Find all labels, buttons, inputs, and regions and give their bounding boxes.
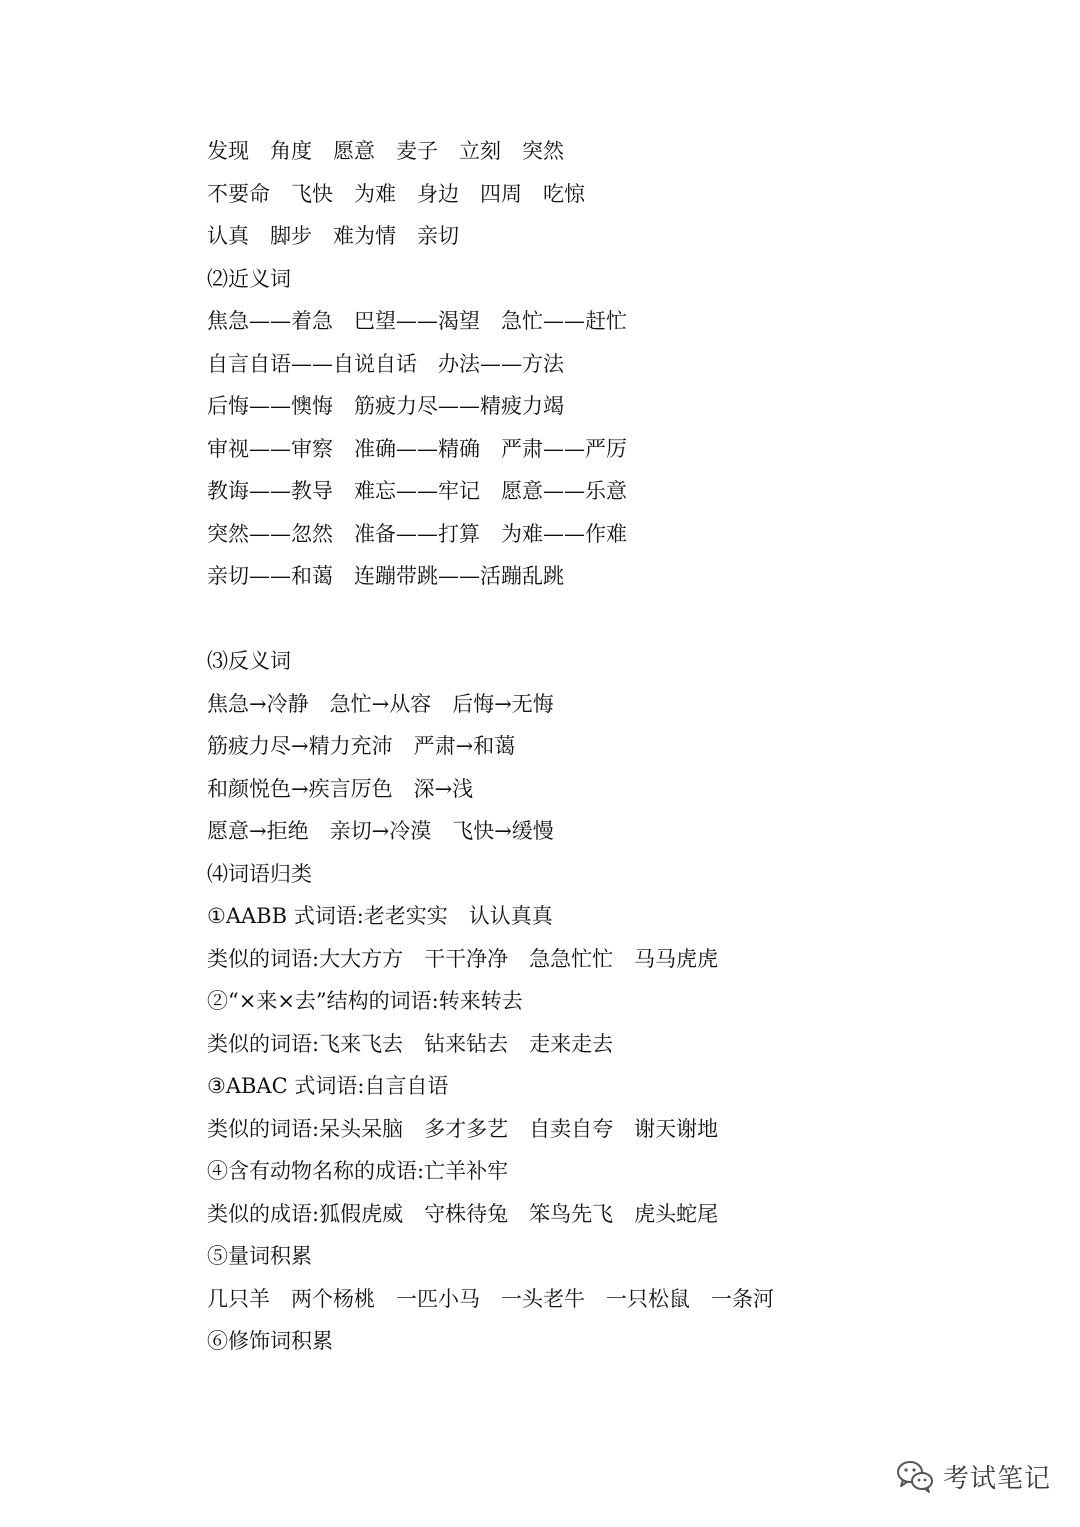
text-line: 类似的词语:飞来飞去 钻来钻去 走来走去 — [207, 1031, 614, 1056]
watermark — [895, 1452, 1051, 1500]
watermark-text: 考试笔记 — [943, 1463, 1052, 1494]
text-line: 类似的词语:呆头呆脑 多才多艺 自卖自夸 谢天谢地 — [207, 1116, 719, 1141]
text-line: 和颜悦色→疾言厉色 深→浅 — [207, 776, 474, 801]
text-line: ①AABB 式词语:老老实实 认认真真 — [207, 904, 553, 928]
text-line: 亲切——和蔼 连蹦带跳——活蹦乱跳 — [207, 564, 564, 588]
text-line: ⑥修饰词积累 — [207, 1329, 333, 1353]
text-line: 愿意→拒绝 亲切→冷漠 飞快→缓慢 — [207, 819, 554, 843]
text-line: 类似的成语:狐假虎威 守株待兔 笨鸟先飞 虎头蛇尾 — [207, 1201, 719, 1226]
text-line: 认真 脚步 难为情 亲切 — [207, 224, 459, 248]
text-line: 焦急——着急 巴望——渴望 急忙——赶忙 — [207, 309, 627, 333]
text-line: ⑤量词积累 — [207, 1244, 312, 1268]
text-line: 审视——审察 准确——精确 严肃——严厉 — [207, 436, 627, 461]
text-line: ④含有动物名称的成语:亡羊补牢 — [207, 1159, 509, 1183]
text-line: ⑵近义词 — [207, 266, 291, 291]
text-line: 焦急→冷静 急忙→从容 后悔→无悔 — [207, 691, 554, 716]
text-line: 发现 角度 愿意 麦子 立刻 突然 — [207, 139, 564, 163]
text-line: ③ABAC 式词语:自言自语 — [207, 1074, 449, 1098]
text-line: ⑶反义词 — [207, 649, 291, 673]
text-line — [207, 598, 1027, 641]
text-line: 不要命 飞快 为难 身边 四周 吃惊 — [207, 181, 585, 206]
text-line: 几只羊 两个杨桃 一匹小马 一头老牛 一只松鼠 一条河 — [207, 1286, 774, 1311]
text-line: 后悔——懊悔 筋疲力尽——精疲力竭 — [207, 394, 564, 418]
text-line: 教诲——教导 难忘——牢记 愿意——乐意 — [207, 479, 627, 503]
text-line: 突然——忽然 准备——打算 为难——作难 — [207, 521, 627, 546]
text-line: 自言自语——自说自话 办法——方法 — [207, 351, 564, 376]
text-line: 筋疲力尽→精力充沛 严肃→和蔼 — [207, 734, 516, 758]
wechat-icon — [895, 1458, 935, 1494]
text-line: ⑷词语归类 — [207, 861, 312, 886]
text-line: ②“×来×去”结构的词语:转来转去 — [207, 989, 523, 1013]
text-line: 类似的词语:大大方方 干干净净 急急忙忙 马马虎虎 — [207, 946, 719, 971]
document-body — [207, 130, 1027, 1363]
